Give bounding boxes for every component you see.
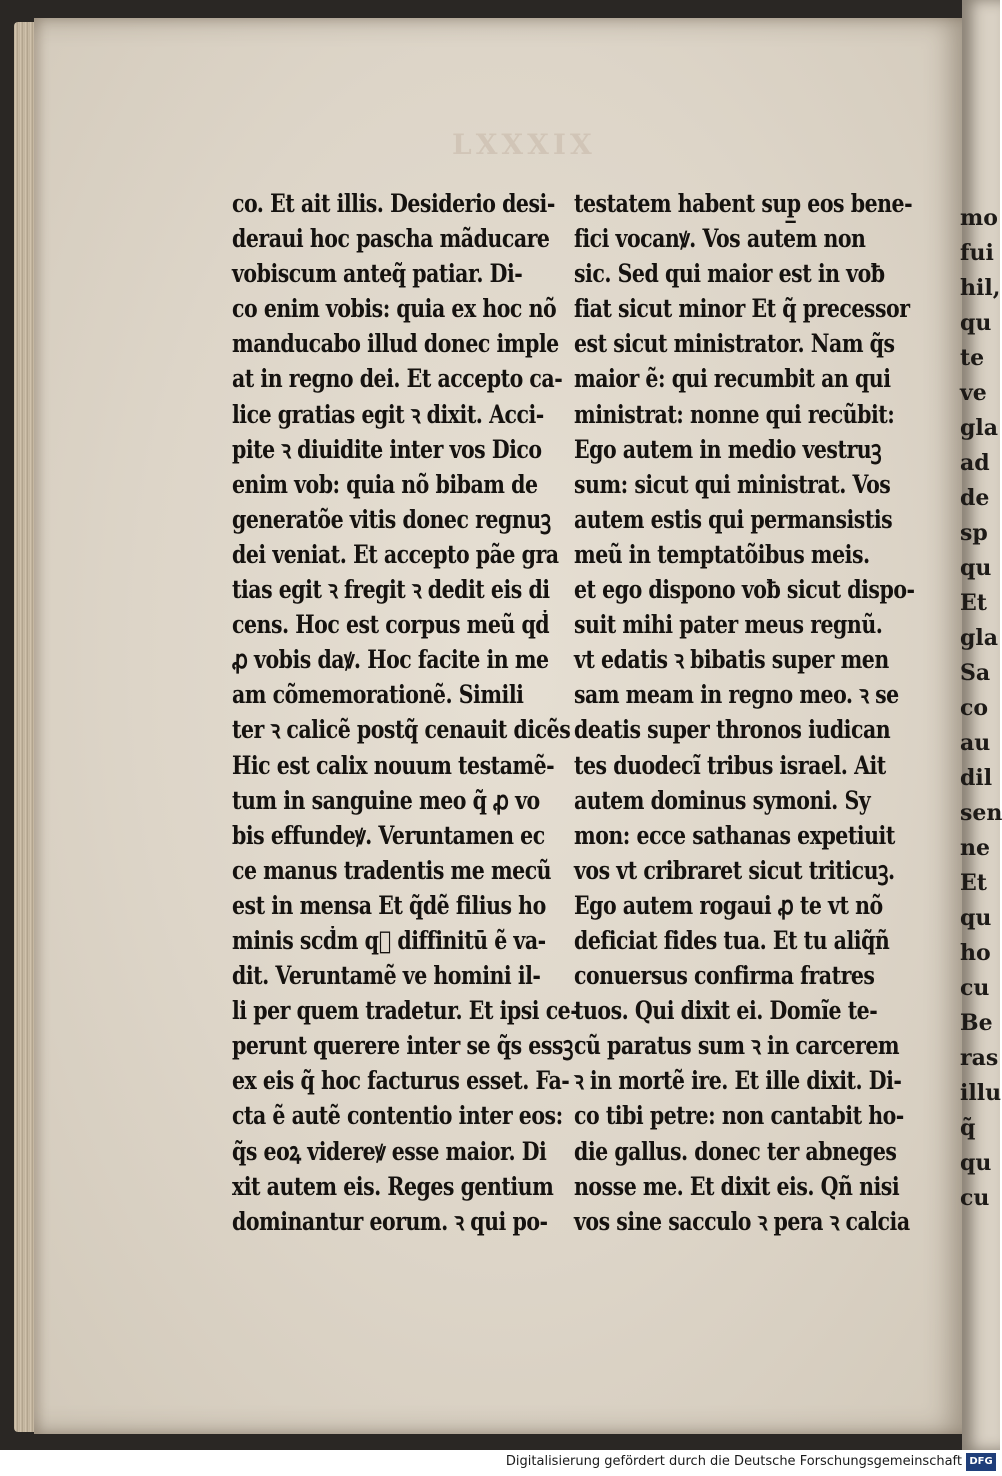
next-page-fragment: illu	[960, 1080, 1002, 1106]
next-page-fragment: q̃	[960, 1115, 976, 1141]
text-line: co tibi petre: non cantabit ho-	[574, 1101, 904, 1131]
text-line: q̃s eoꝝ videreꝟ esse maior. Di	[232, 1136, 547, 1166]
text-line: maior ẽ: qui recumbit an qui	[574, 364, 891, 394]
text-line: dominantur eorum. ꝛ qui po-	[232, 1206, 548, 1236]
next-page-fragment: au	[960, 730, 991, 756]
text-line: generatõe vitis donec regnuꝫ	[232, 504, 551, 534]
text-line: cta ẽ autẽ contentio inter eos:	[232, 1101, 563, 1131]
text-line: Ego autem in medio vestruꝫ	[574, 434, 882, 464]
next-page-fragment: co	[960, 695, 989, 721]
next-page-fragment: sp	[960, 520, 988, 546]
text-line: nosse me. Et dixit eis. Qñ nisi	[574, 1171, 900, 1201]
text-line: vos vt cribraret sicut triticuꝫ.	[574, 855, 895, 885]
text-line: perunt querere inter se q̃s essꝫ	[232, 1031, 573, 1061]
text-line: pite ꝛ diuidite inter vos Dico	[232, 434, 542, 464]
next-page-fragment: qu	[960, 1150, 992, 1176]
next-page-fragment: qu	[960, 310, 992, 336]
text-line: meũ in temptatõibus meis.	[574, 539, 870, 569]
text-line: est sicut ministrator. Nam q̃s	[574, 329, 895, 359]
next-page-fragment: ras	[960, 1045, 999, 1071]
text-line: tias egit ꝛ fregit ꝛ dedit eis di	[232, 575, 550, 605]
text-line: deraui hoc pascha mãducare	[232, 224, 550, 254]
text-line: autem dominus symoni. Sy	[574, 785, 871, 815]
text-line: conuersus confirma fratres	[574, 961, 875, 991]
right-text-column	[574, 186, 915, 1239]
text-line: cens. Hoc est corpus meũ qḋ	[232, 610, 550, 640]
text-line: dei veniat. Et accepto pãe gra	[232, 539, 559, 569]
text-line: dit. Veruntamẽ ve homini il-	[232, 961, 541, 991]
next-page-fragment: Sa	[960, 660, 991, 686]
text-line: ꝓ vobis daꝟ. Hoc facite in me	[232, 645, 549, 675]
next-page-fragment: de	[960, 485, 990, 511]
folio-number: LXXXIX	[452, 128, 596, 161]
text-line: xit autem eis. Reges gentium	[232, 1171, 554, 1201]
next-page-fragment: hil,	[960, 275, 1001, 301]
footer-bar	[0, 1450, 1000, 1476]
next-page-fragment: mo	[960, 205, 998, 231]
text-line: co. Et ait illis. Desiderio desi-	[232, 189, 555, 218]
text-line: ter ꝛ calicẽ postq̃ cenauit dicẽs	[232, 715, 571, 745]
text-line: sic. Sed qui maior est in voƀ	[574, 259, 885, 289]
text-line: et ego dispono voƀ sicut dispo-	[574, 575, 915, 605]
next-page-fragment: gla	[960, 625, 998, 651]
next-page-fragment: Et	[960, 870, 987, 896]
text-line: vobiscum anteq̃ patiar. Di-	[232, 259, 523, 289]
left-text-column	[232, 186, 579, 1239]
text-line: ce manus tradentis me mecũ	[232, 855, 552, 885]
text-line: fici vocanꝟ. Vos autem non	[574, 224, 866, 254]
text-line: die gallus. donec ter abneges	[574, 1136, 897, 1166]
text-line: suit mihi pater meus regnũ.	[574, 610, 883, 640]
text-line: est in mensa Et q̃dẽ filius ho	[232, 890, 546, 920]
next-page-fragment: qu	[960, 905, 992, 931]
text-line: co enim vobis: quia ex hoc nõ	[232, 294, 557, 324]
text-line: deatis super thronos iudican	[574, 715, 891, 745]
text-line: vt edatis ꝛ bibatis super men	[574, 645, 889, 675]
text-line: at in regno dei. Et accepto ca-	[232, 364, 563, 394]
text-line: Hic est calix nouum testamẽ-	[232, 750, 555, 780]
next-page-fragment: sen	[960, 800, 1002, 826]
text-line: minis scḋm q᷑ diffinitū ẽ va-	[232, 925, 546, 955]
text-line: ex eis q̃ hoc facturus esset. Fa-	[232, 1066, 570, 1096]
next-page-fragment: ad	[960, 450, 990, 476]
text-line: li per quem tradetur. Et ipsi ce-	[232, 996, 579, 1026]
next-page-fragment: dil	[960, 765, 993, 791]
text-line: testatem habent sup̲ eos bene-	[574, 189, 913, 218]
next-page-fragment: qu	[960, 555, 992, 581]
text-line: sum: sicut qui ministrat. Vos	[574, 469, 891, 499]
text-line: lice gratias egit ꝛ dixit. Acci-	[232, 399, 544, 429]
footer-credit: Digitalisierung gefördert durch die Deutsche Forschungsgemeinschaft	[505, 1454, 962, 1469]
text-line: ꝛ in mortẽ ire. Et ille dixit. Di-	[574, 1066, 902, 1096]
text-line: tes duodecĩ tribus israel. Ait	[574, 750, 886, 780]
text-line: Ego autem rogaui ꝓ te vt nõ	[574, 890, 883, 920]
text-line: fiat sicut minor Et q̃ precessor	[574, 294, 910, 324]
text-line: am cõmemorationẽ. Simili	[232, 680, 524, 710]
text-line: vos sine sacculo ꝛ pera ꝛ calcia	[574, 1206, 910, 1236]
next-page-fragment: ne	[960, 835, 990, 861]
text-line: ministrat: nonne qui recũbit:	[574, 399, 895, 429]
next-page-fragment: Et	[960, 590, 987, 616]
text-line: mon: ecce sathanas expetiuit	[574, 820, 895, 850]
next-page-fragment: ho	[960, 940, 991, 966]
next-page-fragment: gla	[960, 415, 998, 441]
text-line: sam meam in regno meo. ꝛ se	[574, 680, 899, 710]
text-line: autem estis qui permansistis	[574, 504, 893, 534]
next-page-fragment: cu	[960, 1185, 990, 1211]
text-line: deficiat fides tua. Et tu aliq̃ñ	[574, 925, 890, 955]
next-page-fragment: cu	[960, 975, 990, 1001]
text-line: tuos. Qui dixit ei. Domĩe te-	[574, 996, 878, 1026]
text-line: cũ paratus sum ꝛ in carcerem	[574, 1031, 900, 1061]
next-page-fragment: fui	[960, 240, 994, 266]
text-line: bis effundeꝟ. Veruntamen ec	[232, 820, 545, 850]
next-page-fragment: Be	[960, 1010, 993, 1036]
next-page-fragment: te	[960, 345, 985, 371]
next-page-fragment: ve	[960, 380, 987, 406]
dfg-logo: DFG	[966, 1453, 996, 1471]
text-line: manducabo illud donec imple	[232, 329, 559, 359]
next-page-edge	[962, 0, 1000, 1450]
text-line: tum in sanguine meo q̃ ꝓ vo	[232, 785, 540, 815]
text-line: enim vob: quia nõ bibam de	[232, 469, 538, 499]
